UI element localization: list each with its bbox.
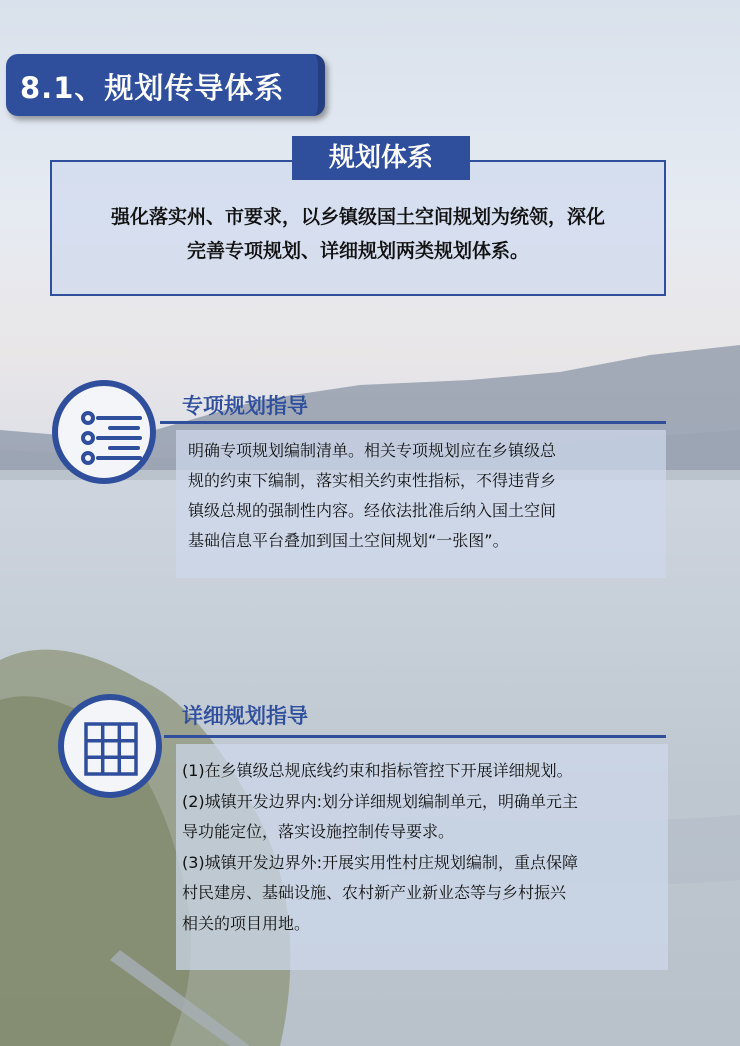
detail-planning-line: 相关的项目用地。 bbox=[182, 913, 311, 933]
detail-planning-rule bbox=[164, 735, 666, 738]
planning-system-line: 完善专项规划、详细规划两类规划体系。 bbox=[186, 240, 529, 262]
page-title: 8.1、规划传导体系 bbox=[20, 71, 285, 105]
detail-planning-badge bbox=[58, 694, 162, 798]
detail-planning-content bbox=[176, 744, 668, 970]
detail-planning-line: 村民建房、基础设施、农村新产业新业态等与乡村振兴 bbox=[182, 883, 567, 902]
planning-system-box bbox=[50, 160, 666, 296]
detail-planning-line: (3)城镇开发边界外:开展实用性村庄规划编制，重点保障 bbox=[182, 852, 579, 872]
special-planning-line: 规的约束下编制，落实相关约束性指标，不得违背乡 bbox=[188, 471, 557, 490]
special-planning-line: 明确专项规划编制清单。相关专项规划应在乡镇级总 bbox=[188, 441, 557, 460]
section-title-tab bbox=[6, 54, 325, 116]
detail-planning-title: 详细规划指导 bbox=[182, 704, 308, 728]
grid-icon bbox=[64, 700, 156, 792]
list-icon bbox=[58, 386, 150, 478]
planning-system-text bbox=[60, 200, 656, 268]
special-planning-title: 专项规划指导 bbox=[182, 394, 308, 418]
detail-planning-line: (2)城镇开发边界内:划分详细规划编制单元，明确单元主 bbox=[182, 791, 579, 811]
special-planning-content bbox=[176, 430, 666, 578]
special-planning-rule bbox=[160, 421, 666, 424]
planning-system-line: 强化落实州、市要求，以乡镇级国土空间规划为统领，深化 bbox=[110, 206, 605, 228]
planning-system-label: 规划体系 bbox=[292, 136, 470, 180]
special-planning-line: 镇级总规的强制性内容。经依法批准后纳入国土空间 bbox=[188, 501, 557, 520]
detail-planning-line: 导功能定位，落实设施控制传导要求。 bbox=[182, 822, 455, 841]
special-planning-line: 基础信息平台叠加到国土空间规划“一张图”。 bbox=[188, 531, 509, 550]
detail-planning-line: (1)在乡镇级总规底线约束和指标管控下开展详细规划。 bbox=[182, 761, 573, 780]
special-planning-badge bbox=[52, 380, 156, 484]
